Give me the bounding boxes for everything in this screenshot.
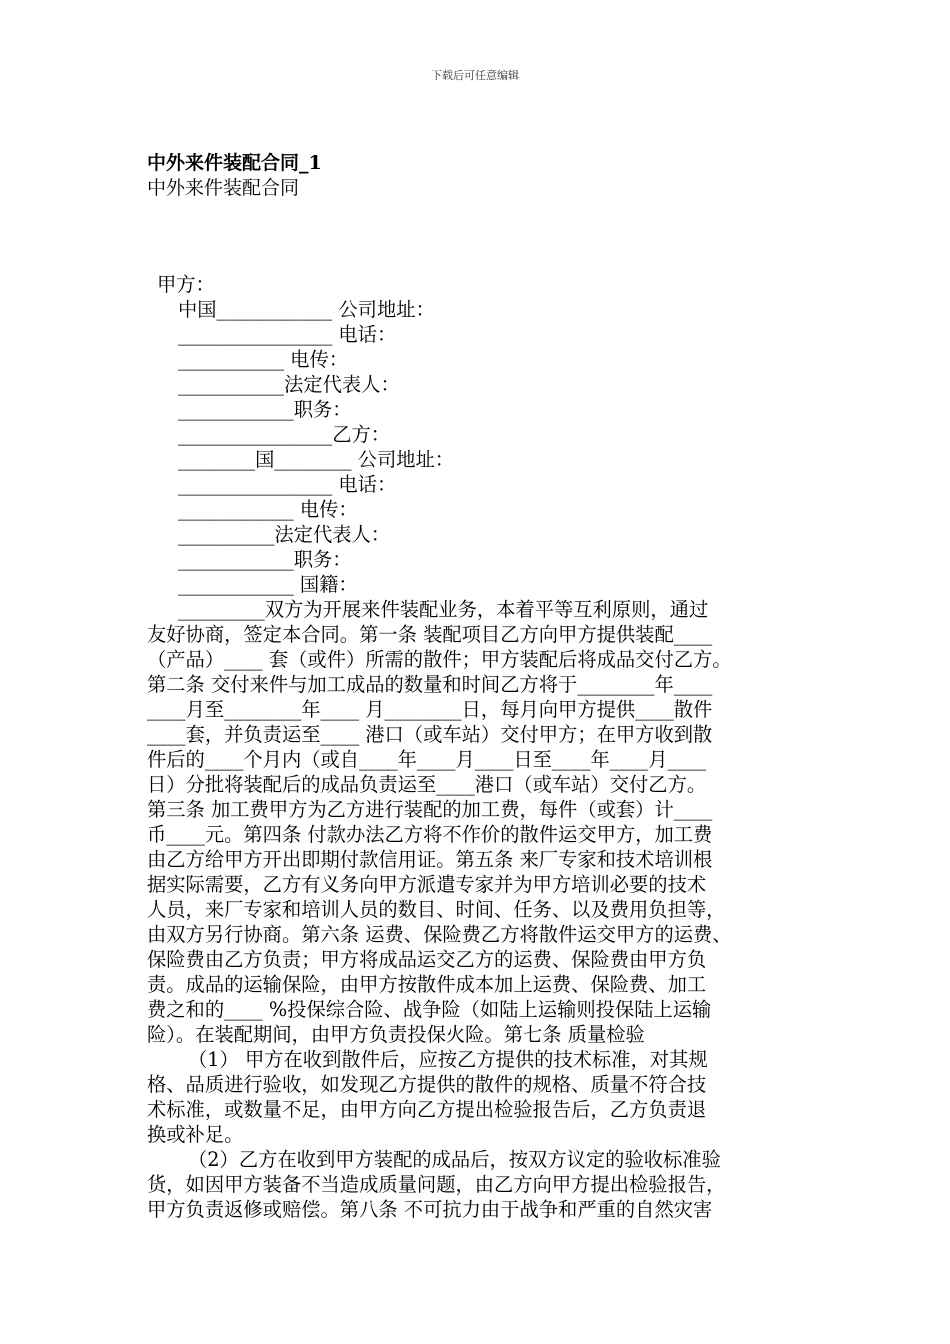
paragraph-line: 日）分批将装配后的成品负责运至____港口（或车站）交付乙方。 <box>147 773 707 796</box>
party-b-position: ____________职务： <box>178 548 352 571</box>
paragraph-line: 甲方负责返修或赔偿。第八条 不可抗力由于战争和严重的自然灾害 <box>147 1198 713 1221</box>
page-header: 下载后可任意编辑 <box>431 69 519 82</box>
paragraph-line: _________双方为开展来件装配业务，本着平等互利原则，通过 <box>178 598 709 621</box>
party-b-phone: ________________ 电话： <box>178 473 397 496</box>
party-b-nationality: ____________ 国籍： <box>178 573 358 596</box>
paragraph-line: 责。成品的运输保险，由甲方按散件成本加上运费、保险费、加工 <box>147 973 707 996</box>
paragraph-line: ____套，并负责运至____ 港口（或车站）交付甲方；在甲方收到散 <box>147 723 713 746</box>
party-a-position: ____________职务： <box>178 398 352 421</box>
party-b-fax: ____________ 电传： <box>178 498 358 521</box>
paragraph-line: ____月至________年____ 月________日，每月向甲方提供____散件 <box>147 698 713 721</box>
party-b-label: ________________乙方： <box>178 423 391 446</box>
paragraph-line: 费之和的____ %投保综合险、战争险（如陆上运输则投保陆上运输 <box>147 998 712 1021</box>
paragraph-line: （产品）____ 套（或件）所需的散件；甲方装配后将成品交付乙方。 <box>147 648 732 671</box>
paragraph-line: 货，如因甲方装备不当造成质量问题，由乙方向甲方提出检验报告， <box>147 1173 726 1196</box>
document-subtitle: 中外来件装配合同 <box>147 177 300 199</box>
paragraph-line: 人员，来厂专家和培训人员的数目、时间、任务、以及费用负担等， <box>147 898 726 921</box>
paragraph-line: 第二条 交付来件与加工成品的数量和时间乙方将于________年____ <box>147 673 713 696</box>
paragraph-line: 保险费由乙方负责；甲方将成品运交乙方的运费、保险费由甲方负 <box>147 948 707 971</box>
party-a-label: 甲方： <box>157 273 215 296</box>
paragraph-line: 险）。在装配期间，由甲方负责投保火险。第七条 质量检验 <box>147 1023 645 1046</box>
paragraph-line: 币____元。第四条 付款办法乙方将不作价的散件运交甲方，加工费 <box>147 823 713 846</box>
paragraph-line: 据实际需要，乙方有义务向甲方派遣专家并为甲方培训必要的技术 <box>147 873 707 896</box>
document-title: 中外来件装配合同_1 <box>147 152 322 174</box>
paragraph-line: 换或补足。 <box>147 1123 244 1146</box>
party-a-company: 中国____________ 公司地址： <box>178 298 435 321</box>
paragraph-line: 第三条 加工费甲方为乙方进行装配的加工费，每件（或套）计____ <box>147 798 713 821</box>
party-a-phone: ________________ 电话： <box>178 323 397 346</box>
paragraph-line: 友好协商，签定本合同。第一条 装配项目乙方向甲方提供装配____ <box>147 623 713 646</box>
paragraph-line: （2）乙方在收到甲方装配的成品后，按双方议定的验收标准验 <box>188 1148 721 1171</box>
party-a-fax: ___________ 电传： <box>178 348 349 371</box>
party-a-representative: ___________法定代表人： <box>178 373 400 396</box>
paragraph-line: （1） 甲方在收到散件后，应按乙方提供的技术标准，对其规 <box>188 1048 708 1071</box>
paragraph-line: 术标准，或数量不足，由甲方向乙方提出检验报告后，乙方负责退 <box>147 1098 707 1121</box>
paragraph-line: 由双方另行协商。第六条 运费、保险费乙方将散件运交甲方的运费、 <box>147 923 732 946</box>
paragraph-line: 件后的____个月内（或自____年____月____日至____年____月____ <box>147 748 707 771</box>
paragraph-line: 由乙方给甲方开出即期付款信用证。第五条 来厂专家和技术培训根 <box>147 848 713 871</box>
party-b-company: ________国________ 公司地址： <box>178 448 455 471</box>
party-b-representative: __________法定代表人： <box>178 523 391 546</box>
paragraph-line: 格、品质进行验收，如发现乙方提供的散件的规格、质量不符合技 <box>147 1073 707 1096</box>
